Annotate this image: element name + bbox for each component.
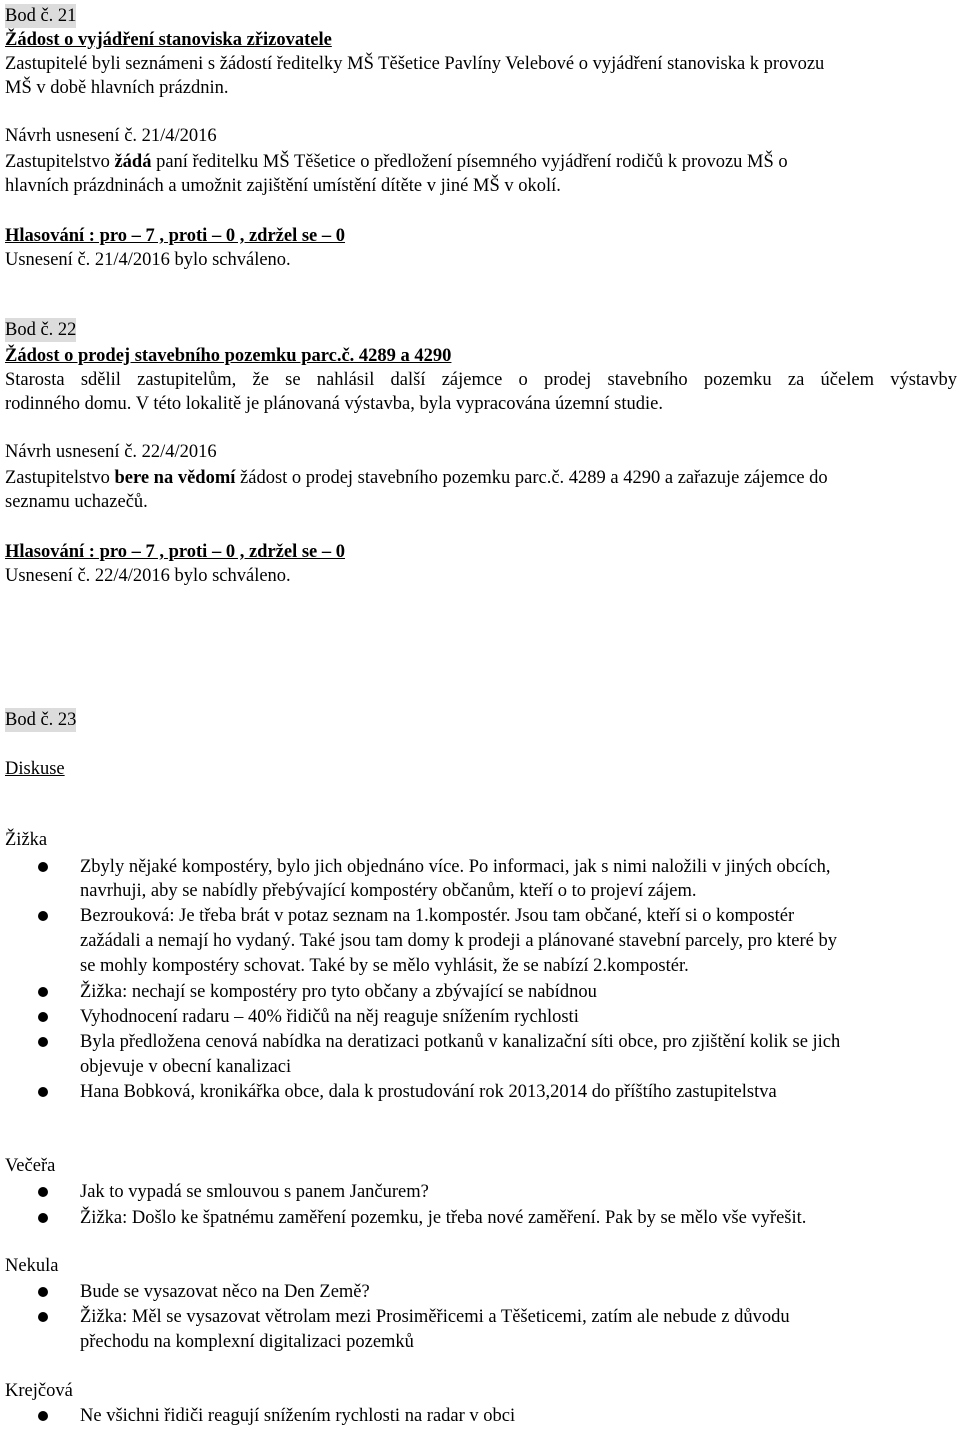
bullet-icon bbox=[38, 1287, 48, 1297]
speaker-vecera: Večeřa bbox=[5, 1156, 56, 1176]
bullet-icon bbox=[38, 987, 48, 997]
item-label-22: Bod č. 22 bbox=[5, 320, 77, 340]
bullet-icon bbox=[38, 1037, 48, 1047]
speaker-zizka: Žižka bbox=[5, 830, 48, 850]
proposal-22: Návrh usnesení č. 22/4/2016 bbox=[5, 442, 217, 462]
item-label-21: Bod č. 21 bbox=[5, 6, 77, 26]
list-item: objevuje v obecní kanalizaci bbox=[80, 1057, 292, 1077]
list-item: se mohly kompostéry schovat. Také by se mělo vyhlásit, že se nabízí 2.kompostér. bbox=[80, 956, 689, 976]
resolution-22-line2: seznamu uchazečů. bbox=[5, 492, 148, 512]
item-title-22: Žádost o prodej stavebního pozemku parc.č. 4289 a 4290 bbox=[5, 346, 452, 366]
proposal-21: Návrh usnesení č. 21/4/2016 bbox=[5, 126, 217, 146]
list-item: Bude se vysazovat něco na Den Země? bbox=[80, 1282, 370, 1302]
discussion-title: Diskuse bbox=[5, 759, 65, 779]
list-item: Žižka: nechají se kompostéry pro tyto občany a zbývající se nabídnou bbox=[80, 982, 597, 1002]
item-text-21-line2: MŠ v době hlavních prázdnin. bbox=[5, 78, 229, 98]
result-21: Usnesení č. 21/4/2016 bylo schváleno. bbox=[5, 250, 291, 270]
list-item: Bezrouková: Je třeba brát v potaz seznam na 1.kompostér. Jsou tam občané, kteří si o kompostér bbox=[80, 906, 795, 926]
list-item: Žižka: Došlo ke špatnému zaměření pozemku, je třeba nové zaměření. Pak by se mělo vše vyřešit. bbox=[80, 1208, 807, 1228]
bullet-icon bbox=[38, 1087, 48, 1097]
resolution-22-line1: Zastupitelstvo bere na vědomí žádost o prodej stavebního pozemku parc.č. 4289 a 4290 a zařazuje zájemce do bbox=[5, 468, 828, 488]
list-item: Zbyly nějaké kompostéry, bylo jich objednáno více. Po informaci, jak s nimi naložili v jiných obcích, bbox=[80, 857, 831, 877]
list-item: navrhuji, aby se nabídly přebývající kompostéry občanům, kteří o to projeví zájem. bbox=[80, 881, 697, 901]
resolution-21-line2: hlavních prázdninách a umožnit zajištění umístění dítěte v jiné MŠ v okolí. bbox=[5, 176, 561, 196]
item-title-21: Žádost o vyjádření stanoviska zřizovatele bbox=[5, 30, 332, 50]
resolution-21-line1: Zastupitelstvo žádá paní ředitelku MŠ Těšetice o předložení písemného vyjádření rodičů k provozu MŠ o bbox=[5, 152, 788, 172]
list-item: Jak to vypadá se smlouvou s panem Jančurem? bbox=[80, 1182, 429, 1202]
item-text-21-line1: Zastupitelé byli seznámeni s žádostí ředitelky MŠ Těšetice Pavlíny Velebové o vyjádření stanoviska k provozu bbox=[5, 54, 825, 74]
bullet-icon bbox=[38, 1187, 48, 1197]
item-text-22-line1: Starosta sdělil zastupitelům, že se nahlásil další zájemce o prodej stavebního pozemku za účelem výstavby bbox=[5, 370, 957, 390]
bullet-icon bbox=[38, 911, 48, 921]
list-item: přechodu na komplexní digitalizaci pozemků bbox=[80, 1332, 414, 1352]
vote-21: Hlasování : pro – 7 , proti – 0 , zdržel se – 0 bbox=[5, 226, 346, 246]
list-item: Byla předložena cenová nabídka na deratizaci potkanů v kanalizační síti obce, pro zjištění kolik se jich bbox=[80, 1032, 841, 1052]
bullet-icon bbox=[38, 862, 48, 872]
list-item: Žižka: Měl se vysazovat větrolam mezi Prosiměřicemi a Těšeticemi, zatím ale nebude z důvodu bbox=[80, 1307, 790, 1327]
bullet-icon bbox=[38, 1312, 48, 1322]
list-item: zažádali a nemají ho vydaný. Také jsou tam domy k prodeji a plánované stavební parcely, pro které by bbox=[80, 931, 837, 951]
bullet-icon bbox=[38, 1213, 48, 1223]
list-item: Ne všichni řidiči reagují snížením rychlosti na radar v obci bbox=[80, 1406, 516, 1426]
bullet-icon bbox=[38, 1012, 48, 1022]
item-label-23: Bod č. 23 bbox=[5, 710, 77, 730]
list-item: Vyhodnocení radaru – 40% řidičů na něj reaguje snížením rychlosti bbox=[80, 1007, 579, 1027]
vote-22: Hlasování : pro – 7 , proti – 0 , zdržel se – 0 bbox=[5, 542, 346, 562]
speaker-krejcova: Krejčová bbox=[5, 1381, 73, 1401]
list-item: Hana Bobková, kronikářka obce, dala k prostudování rok 2013,2014 do příštího zastupitelstva bbox=[80, 1082, 777, 1102]
speaker-nekula: Nekula bbox=[5, 1256, 59, 1276]
bullet-icon bbox=[38, 1411, 48, 1421]
item-text-22-line2: rodinného domu. V této lokalitě je plánovaná výstavba, byla vypracována územní studie. bbox=[5, 394, 663, 414]
result-22: Usnesení č. 22/4/2016 bylo schváleno. bbox=[5, 566, 291, 586]
